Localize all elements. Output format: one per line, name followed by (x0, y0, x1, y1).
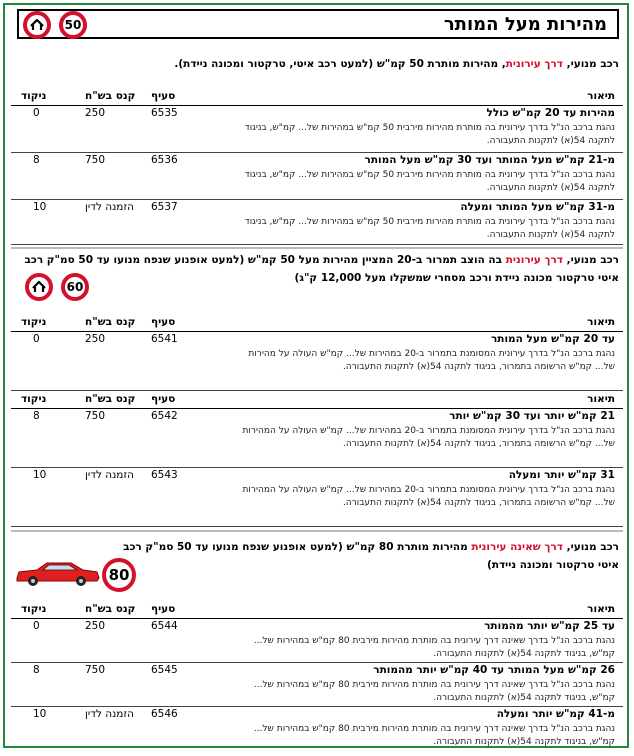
section3-intro: רכב מנועי, דרך שאינה עירונית מהירות מותרת 80 קמ"ש (למעט אופנוע שנפח מנועו עד 50 סמ"ק רכב איטי טרקטור ומכונה ניידת) (123, 541, 619, 571)
built-up-area-sign-icon (25, 273, 53, 301)
table-row: מ-21 קמ"ש מעל המותר ועד 30 קמ"ש מעל המותר נהגת ברכב הנ"ל בדרך עירונית בה מותרת מהירות מירבית 50 קמ"ש במהירות של... קמ"ש, בניגוד לתקנה 54(א) לתקנות התעבורה. 6536 750 8 (11, 153, 623, 200)
page-title: מהירות מעל המותר (443, 14, 607, 35)
table-row: 26 קמ"ש מעל המותר עד 40 קמ"ש יותר מהמותר נהגת ברכב הנ"ל בדרך שאינה דרך עירונית בה מותרת מהירות מירבית 80 קמ"ש במהירות של... קמ"ש, בניגוד לתקנה 54(א) לתקנות התעבורה. 6545 750 8 (11, 663, 623, 707)
title-bar (17, 9, 619, 39)
table-row: 31 קמ"ש יותר ומעלה נהגת ברכב הנ"ל בדרך עירונית המסומנת בתמרור ב-20 במהירות של... קמ"ש העולה על המהירות של... קמ"ש הרשומה בתמרור, בניגוד לתקנה 54(א) לתקנות התעבורה. 6543 הזמנה לדין 10 (11, 468, 623, 527)
section2-table-header-repeat: תיאור סעיף קנס בש"ח ניקוד (11, 392, 623, 409)
speed-limit-sign-icon (59, 11, 87, 39)
table-row: 21 קמ"ש יותר ועד 30 קמ"ש יותר נהגת ברכב הנ"ל בדרך עירונית המסומנת בתמרור ב-20 במהירות של... קמ"ש העולה על המהירות של... קמ"ש הרשומה בתמרור, בניגוד לתקנה 54(א) לתקנות התעבורה. 6542 750 8 (11, 409, 623, 468)
section3-table-header: תיאור סעיף קנס בש"ח ניקוד (11, 602, 623, 619)
section1-intro: רכב מנועי, דרך עירונית, מהירות מותרת 50 קמ"ש (למעט רכב איטי, טרקטור ומכונה ניידת). (174, 58, 619, 70)
document-page (3, 3, 629, 748)
section1-table-header: תיאור סעיף קנס בש"ח ניקוד (11, 89, 623, 106)
speed-limit-value: 60 (66, 280, 84, 294)
speed-limit-value: 50 (64, 18, 82, 32)
speed-limit-sign-icon (102, 558, 136, 592)
section-divider (11, 530, 623, 532)
table-row: מ-31 קמ"ש מעל המותר ומעלה נהגת ברכב הנ"ל בדרך עירונית בה מותרת מהירות מירבית 50 קמ"ש במהירות של... קמ"ש, בניגוד לתקנה 54(א) לתקנות התעבורה. 6537 הזמנה לדין 10 (11, 200, 623, 245)
table-row: מהירות עד 20 קמ"ש כולל נהגת ברכב הנ"ל בדרך עירונית בה מותרת מהירות מירבית 50 קמ"ש במהירות של... קמ"ש, בניגוד לתקנה 54(א) לתקנות התעבורה. 6535 250 0 (11, 106, 623, 153)
table-row: עד 25 קמ"ש יותר מהמותר נהגת ברכב הנ"ל בדרך שאינה דרך עירונית בה מותרת מהירות מירבית 80 קמ"ש במהירות של... קמ"ש, בניגוד לתקנה 54(א) לתקנות התעבורה. 6544 250 0 (11, 619, 623, 663)
table-row: עד 20 קמ"ש מעל המותר נהגת ברכב הנ"ל בדרך עירונית המסומנת בתמרור ב-20 במהירות של... קמ"ש העולה על מהירות של... קמ"ש הרשומה בתמרור, בניגוד לתקנה 54(א) לתקנות התעבורה. 6541 250 0 (11, 332, 623, 391)
section2-table-header: תיאור סעיף קנס בש"ח ניקוד (11, 315, 623, 332)
built-up-area-sign-icon (23, 11, 51, 39)
car-icon (13, 560, 103, 588)
section-divider (11, 247, 623, 249)
speed-limit-value: 80 (108, 566, 130, 584)
table-row: מ-41 קמ"ש יותר ומעלה נהגת ברכב הנ"ל בדרך שאינה דרך עירונית בה מותרת מהירות מירבית 80 קמ"ש במהירות של... קמ"ש, בניגוד לתקנה 54(א) לתקנות התעבורה. 6546 הזמנה לדין 10 (33, 708, 615, 747)
speed-limit-sign-icon (61, 273, 89, 301)
section2-intro: רכב מנועי, דרך עירונית בה הוצב תמרור ב-20 המציין מהירות מעל 50 קמ"ש (למעט אופנוע שנפח מנועו עד 50 סמ"ק רכב איטי טרקטור מכונה ניידת ורכב מסחרי שמשקלו מעל 12,000 ק"ג) (24, 254, 619, 284)
